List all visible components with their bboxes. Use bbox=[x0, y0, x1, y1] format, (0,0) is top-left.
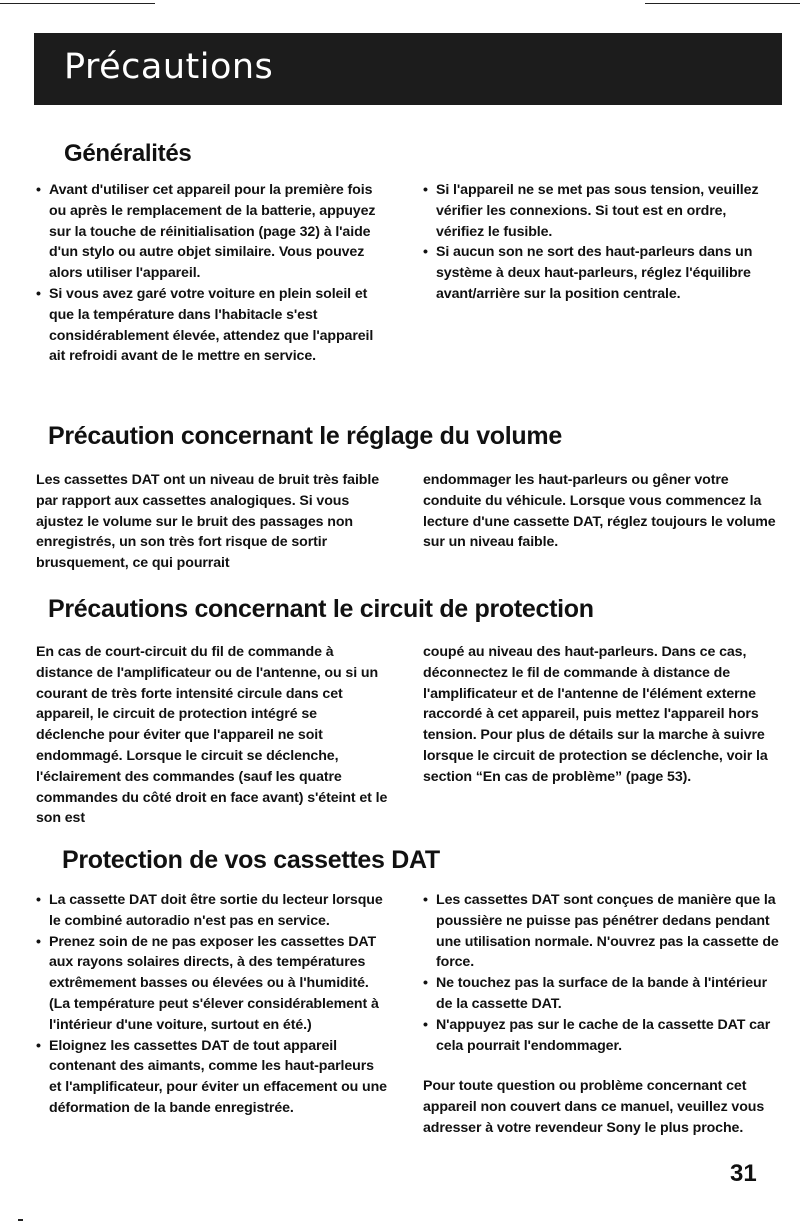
circuit-left-column bbox=[36, 642, 388, 829]
page-number: 31 bbox=[730, 1160, 757, 1187]
bottom-mark bbox=[18, 1219, 23, 1221]
section-heading-volume: Précaution concernant le réglage du volume bbox=[48, 422, 562, 450]
list-item: • Si aucun son ne sort des haut-parleurs dans un système à deux haut-parleurs, réglez l'équilibre avant/arrière sur la position centrale. bbox=[423, 242, 768, 304]
circuit-right-column bbox=[423, 642, 779, 788]
cassettes-left-column bbox=[36, 890, 388, 1119]
paragraph: En cas de court-circuit du fil de commande à distance de l'amplificateur ou de l'antenne, ou si un courant de très forte intensité circule dans cet appareil, le circuit de protection intégré se déclenche pour éviter que l'appareil ne soit endommagé. Lorsque le circuit se déclenche, l'éclairement des commandes (sauf les quatre commandes du côté droit en face avant) s'éteint et le son est bbox=[36, 644, 388, 827]
support-note: Pour toute question ou problème concernant cet appareil non couvert dans ce manuel, veuillez vous adresser à votre revendeur Sony le plus proche. bbox=[423, 1078, 765, 1136]
list-item: • Avant d'utiliser cet appareil pour la première fois ou après le remplacement de la batterie, appuyez sur la touche de réinitialisation (page 32) à l'aide d'un stylo ou autre objet similaire. Vous pouvez alors utiliser l'appareil. bbox=[36, 180, 381, 284]
general-right-column bbox=[423, 180, 768, 305]
paragraph: coupé au niveau des haut-parleurs. Dans ce cas, déconnectez le fil de commande à distance de l'amplificateur et de l'antenne de l'élément externe raccordé à cet appareil, puis mettez l'appareil hors tension. Pour plus de détails sur la marche à suivre lorsque le circuit de protection se déclenche, voir la section “En cas de problème” (page 53). bbox=[423, 644, 768, 785]
list-item: • Prenez soin de ne pas exposer les cassettes DAT aux rayons solaires directs, à des températures extrêmement basses ou élevées ou à l'humidité. (La température peut s'élever considérablement à l'intérieur d'une voiture, surtout en été.) bbox=[36, 932, 388, 1036]
general-left-column bbox=[36, 180, 381, 367]
cassettes-right-column bbox=[423, 890, 779, 1139]
list-item: • Si l'appareil ne se met pas sous tension, veuillez vérifier les connexions. Si tout est en ordre, vérifiez le fusible. bbox=[423, 180, 768, 242]
volume-right-column bbox=[423, 470, 779, 553]
section-heading-circuit: Précautions concernant le circuit de protection bbox=[48, 595, 594, 623]
top-rule-left bbox=[0, 3, 155, 4]
page-title: Précautions bbox=[64, 47, 274, 87]
list-item: • Eloignez les cassettes DAT de tout appareil contenant des aimants, comme les haut-parleurs et l'amplificateur, pour éviter un effacement ou une déformation de la bande enregistrée. bbox=[36, 1036, 388, 1119]
list-item: • Si vous avez garé votre voiture en plein soleil et que la température dans l'habitacle s'est considérablement élevée, attendez que l'appareil ait refroidi avant de le mettre en service. bbox=[36, 284, 381, 367]
volume-left-column bbox=[36, 470, 388, 574]
section-heading-cassettes: Protection de vos cassettes DAT bbox=[62, 846, 440, 874]
list-item: • Les cassettes DAT sont conçues de manière que la poussière ne puisse pas pénétrer dedans pendant une utilisation normale. N'ouvrez pas la cassette de force. bbox=[423, 890, 779, 973]
list-item: • N'appuyez pas sur le cache de la cassette DAT car cela pourrait l'endommager. bbox=[423, 1015, 779, 1057]
title-banner bbox=[34, 33, 782, 105]
paragraph: Les cassettes DAT ont un niveau de bruit très faible par rapport aux cassettes analogiques. Si vous ajustez le volume sur le bruit des passages non enregistrés, un son très fort risque de sortir brusquement, ce qui pourrait bbox=[36, 472, 380, 572]
paragraph: endommager les haut-parleurs ou gêner votre conduite du véhicule. Lorsque vous commencez la lecture d'une cassette DAT, réglez toujours le volume sur un niveau faible. bbox=[423, 472, 776, 551]
section-heading-general: Généralités bbox=[64, 140, 192, 167]
spacer bbox=[423, 1056, 779, 1076]
top-rule-right bbox=[645, 3, 800, 4]
list-item: • Ne touchez pas la surface de la bande à l'intérieur de la cassette DAT. bbox=[423, 973, 779, 1015]
list-item: • La cassette DAT doit être sortie du lecteur lorsque le combiné autoradio n'est pas en service. bbox=[36, 890, 388, 932]
